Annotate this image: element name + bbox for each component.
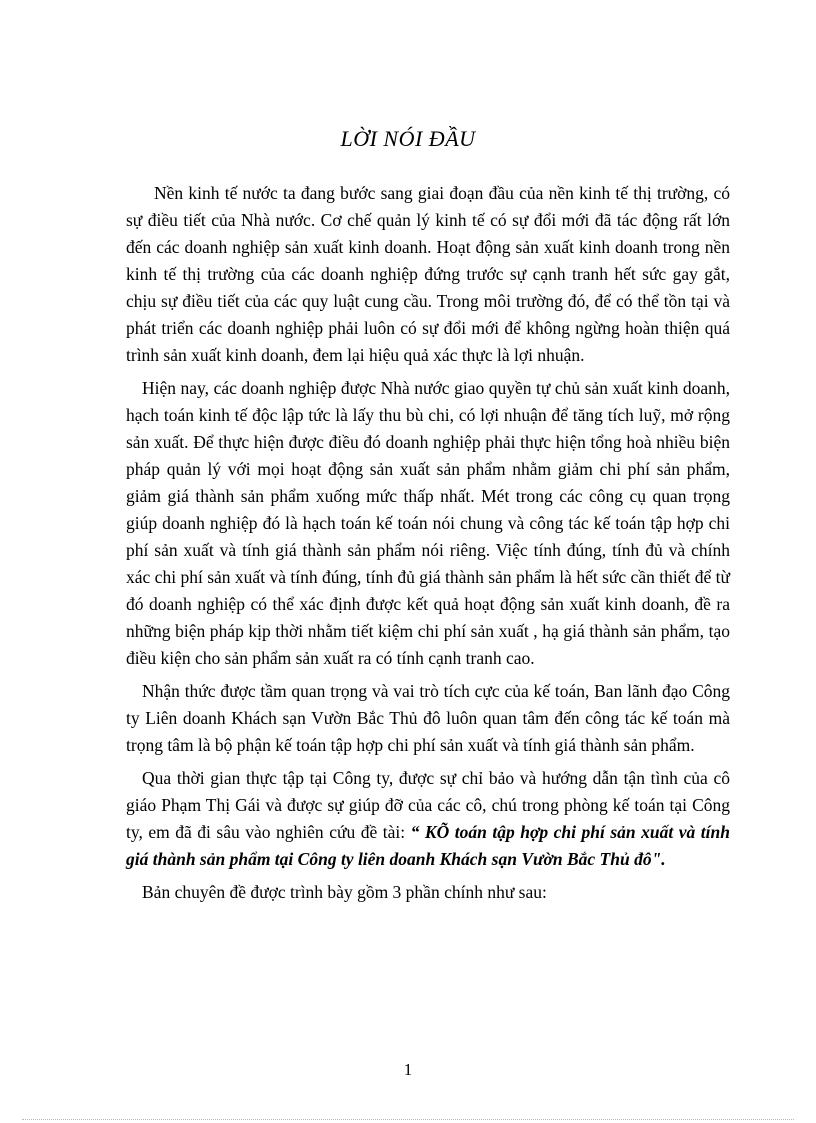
paragraph-structure: Bản chuyên đề được trình bày gồm 3 phần chính như sau:	[142, 882, 547, 902]
research-topic: “ KÕ toán tập hợp chi phí sản xuất và tính giá thành sản phẩm tại Công ty liên doanh Khách sạn Vườn Bắc Thủ đô".	[126, 822, 730, 869]
research-text: Qua thời gian thực tập tại Công ty, được sự chỉ bảo và hướng dẫn tận tình của cô giáo Phạm Thị Gái và được sự giúp đỡ của các cô, chú trong phòng kế toán tại Công ty, em đã đi sâu vào nghiên cứu đề tài:	[126, 768, 730, 842]
paragraph-accounting: Hiện nay, các doanh nghiệp được Nhà nước giao quyền tự chủ sản xuất kinh doanh, hạch toán kinh tế độc lập tức là lấy thu bù chi, có lợi nhuận để tăng tích luỹ, mở rộng sản xuất. Để thực hiện được điều đó doanh nghiệp phải thực hiện tổng hoà nhiều biện pháp quản lý với mọi hoạt động sản xuất sản phẩm nhằm giảm chi phí sản phẩm, giảm giá thành sản phẩm xuống mức thấp nhất. Mét trong các công cụ quan trọng giúp doanh nghiệp đó là hạch toán kế toán nói chung và công tác kế toán tập hợp chi phí sản xuất và tính giá thành sản phẩm nói riêng. Việc tính đúng, tính đủ và chính xác chi phí sản xuất và tính đúng, tính đủ giá thành sản phẩm là hết sức cần thiết để từ đó doanh nghiệp có thể xác định được kết quả hoạt động sản xuất kinh doanh, đề ra những biện pháp kịp thời nhằm tiết kiệm chi phí sản xuất , hạ giá thành sản phẩm, tạo điều kiện cho sản phẩm sản xuất ra có tính cạnh tranh cao.	[126, 378, 730, 668]
page-border	[22, 1119, 794, 1120]
paragraph-intro: Nền kinh tế nước ta đang bước sang giai đoạn đầu của nền kinh tế thị trường, có sự điều tiết của Nhà nước. Cơ chế quản lý kinh tế có sự đổi mới đã tác động rất lớn đến các doanh nghiệp sản xuất kinh doanh. Hoạt động sản xuất kinh doanh trong nền kinh tế thị trường của các doanh nghiệp đứng trước sự cạnh tranh hết sức gay gắt, chịu sự điều tiết của các quy luật cung cầu. Trong môi trường đó, để có thể tồn tại và phát triển các doanh nghiệp phải luôn có sự đổi mới để không ngừng hoàn thiện quá trình sản xuất kinh doanh, đem lại hiệu quả xác thực là lợi nhuận.	[126, 183, 730, 365]
paragraph-management: Nhận thức được tầm quan trọng và vai trò tích cực của kế toán, Ban lãnh đạo Công ty Liên doanh Khách sạn Vườn Bắc Thủ đô luôn quan tâm đến công tác kế toán mà trọng tâm là bộ phận kế toán tập hợp chi phí sản xuất và tính giá thành sản phẩm.	[126, 681, 730, 755]
paragraph-research	[126, 765, 730, 873]
page-title: LỜI NÓI ĐẦU	[340, 126, 476, 151]
page-number: 1	[403, 1060, 413, 1079]
document-body	[126, 180, 730, 912]
